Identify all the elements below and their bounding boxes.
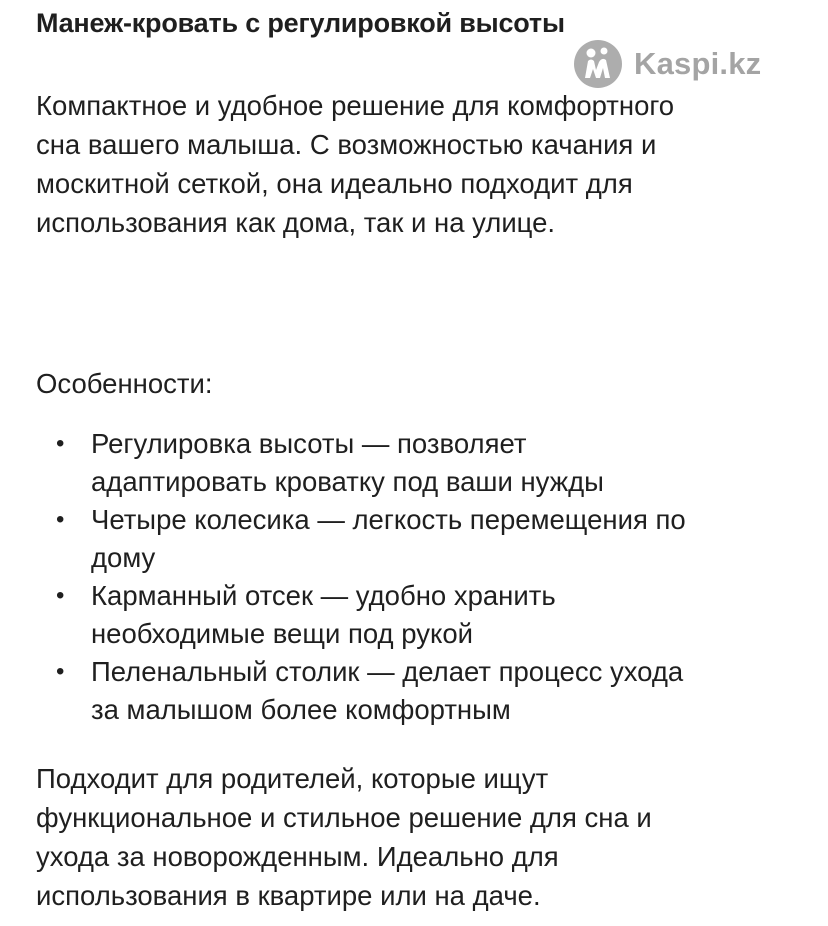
feature-line: адаптировать кроватку под ваши нужды bbox=[91, 466, 604, 497]
intro-line: использования как дома, так и на улице. bbox=[36, 207, 556, 238]
kaspi-logo-icon bbox=[572, 38, 624, 90]
outro-line: Подходит для родителей, которые ищут bbox=[36, 763, 549, 794]
watermark-text: Kaspi.kz bbox=[634, 46, 762, 81]
intro-line: москитной сеткой, она идеально подходит для bbox=[36, 168, 633, 199]
bullet-icon: • bbox=[56, 582, 65, 609]
feature-line: дому bbox=[91, 542, 156, 573]
list-item bbox=[36, 501, 776, 577]
outro-line: функциональное и стильное решение для сна и bbox=[36, 802, 652, 833]
feature-line: необходимые вещи под рукой bbox=[91, 618, 473, 649]
feature-line: Карманный отсек — удобно хранить bbox=[91, 580, 556, 611]
bullet-icon: • bbox=[56, 430, 65, 457]
list-item bbox=[36, 577, 776, 653]
features-heading: Особенности: bbox=[36, 368, 213, 399]
intro-line: сна вашего малыша. С возможностью качания и bbox=[36, 129, 657, 160]
bullet-icon: • bbox=[56, 506, 65, 533]
intro-line: Компактное и удобное решение для комфортного bbox=[36, 90, 675, 121]
intro-paragraph bbox=[36, 86, 796, 242]
outro-paragraph bbox=[36, 759, 776, 915]
features-list bbox=[36, 425, 776, 729]
list-item bbox=[36, 425, 776, 501]
kaspi-watermark bbox=[572, 38, 761, 90]
feature-line: Четыре колесика — легкость перемещения по bbox=[91, 504, 686, 535]
feature-line: Пеленальный столик — делает процесс ухода bbox=[91, 656, 684, 687]
page-title: Манеж-кровать с регулировкой высоты bbox=[36, 8, 565, 38]
feature-line: Регулировка высоты — позволяет bbox=[91, 428, 527, 459]
list-item bbox=[36, 653, 776, 729]
feature-line: за малышом более комфортным bbox=[91, 694, 511, 725]
outro-line: ухода за новорожденным. Идеально для bbox=[36, 841, 559, 872]
outro-line: использования в квартире или на даче. bbox=[36, 880, 541, 911]
bullet-icon: • bbox=[56, 658, 65, 685]
